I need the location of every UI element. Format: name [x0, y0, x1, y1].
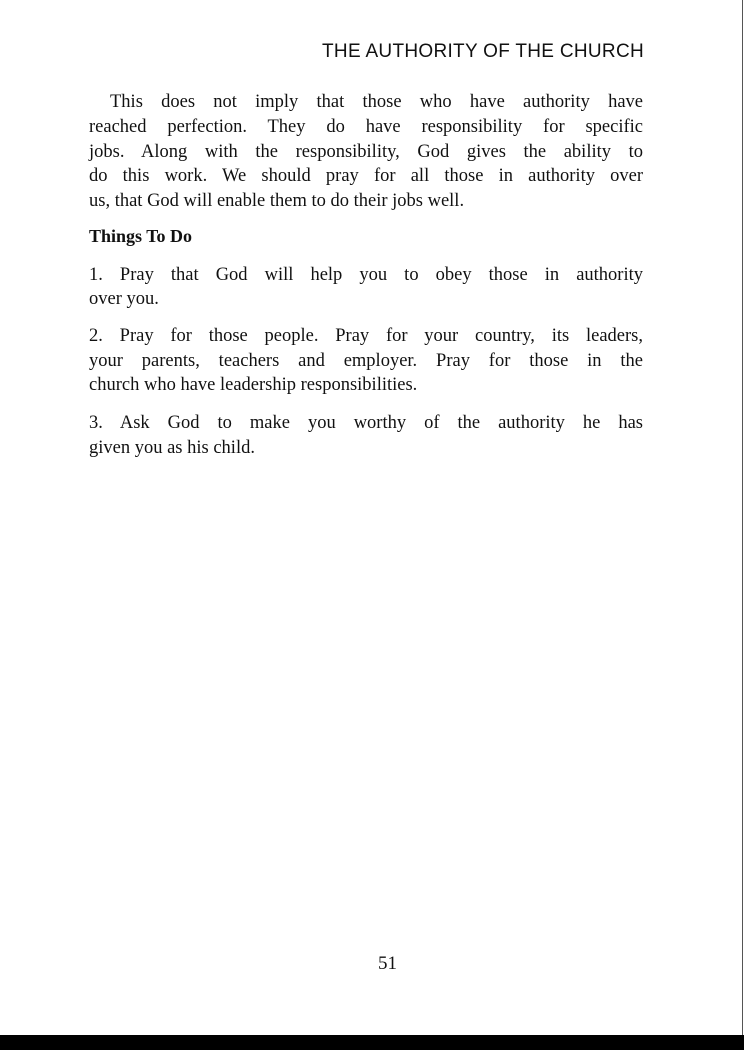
- paragraph-line: us, that God will enable them to do their jobs well.: [89, 191, 465, 211]
- list-item-line: church who have leadership responsibilities.: [89, 375, 418, 395]
- paragraph-line: do this work. We should pray for all those in authority over: [89, 166, 643, 186]
- section-heading: Things To Do: [89, 226, 193, 246]
- list-item-line: 3. Ask God to make you worthy of the authority he has: [89, 413, 643, 433]
- page-number: 51: [378, 953, 397, 974]
- paragraph-line: This does not imply that those who have authority have: [110, 92, 643, 112]
- paragraph-line: reached perfection. They do have responsibility for specific: [89, 117, 643, 137]
- page-edge: [742, 0, 743, 1035]
- list-item-line: 1. Pray that God will help you to obey those in authority: [89, 265, 643, 285]
- list-item-line: 2. Pray for those people. Pray for your country, its leaders,: [89, 326, 643, 346]
- running-header: THE AUTHORITY OF THE CHURCH: [322, 41, 644, 62]
- scan-border: [0, 1035, 744, 1050]
- list-item-line: over you.: [89, 289, 159, 309]
- list-item-line: your parents, teachers and employer. Pray for those in the: [89, 351, 643, 371]
- paragraph-line: jobs. Along with the responsibility, God gives the ability to: [89, 142, 643, 162]
- list-item-line: given you as his child.: [89, 438, 255, 458]
